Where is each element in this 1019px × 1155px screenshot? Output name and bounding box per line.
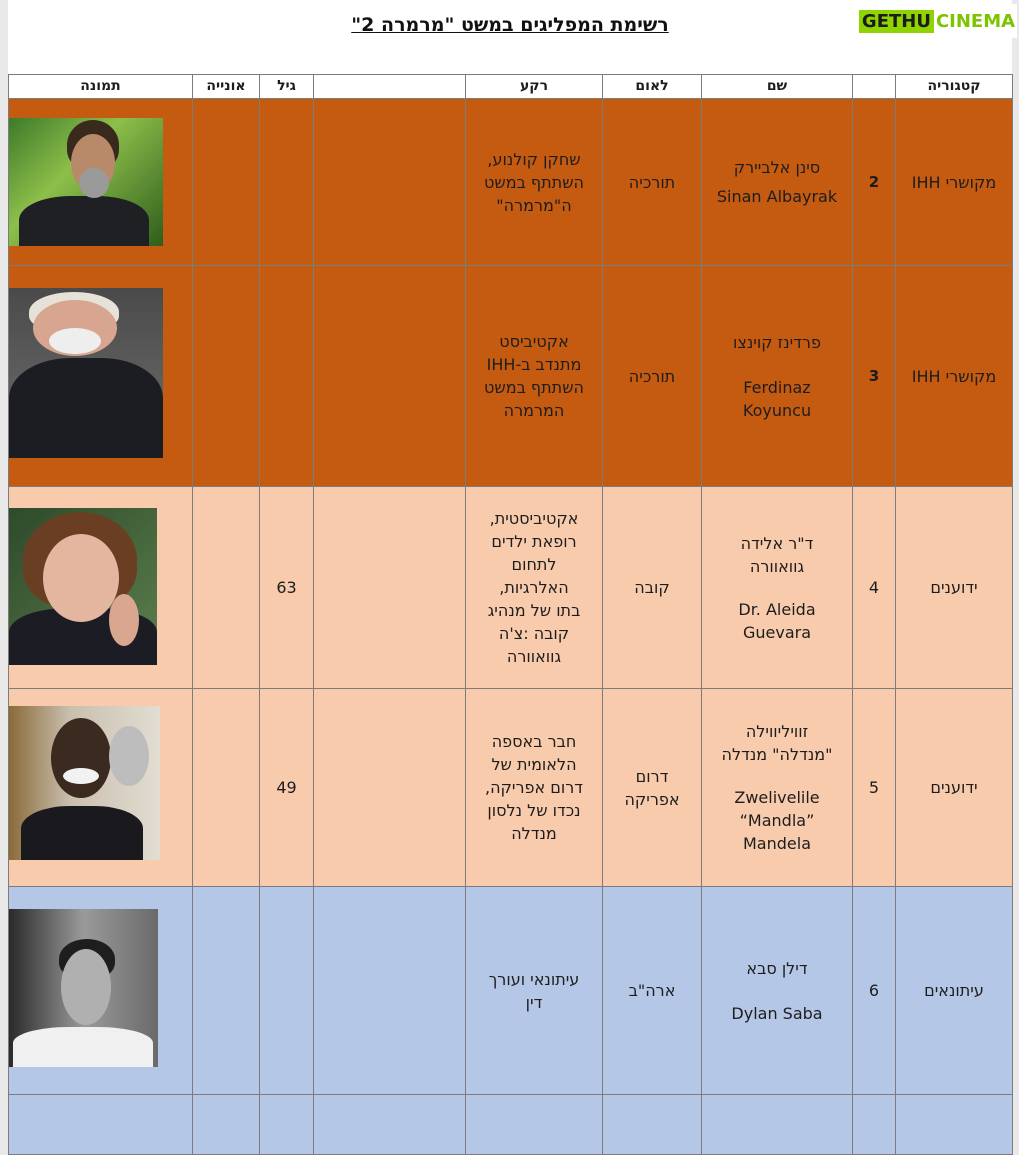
portrait-photo bbox=[9, 118, 163, 246]
background-line: גוואוורה bbox=[506, 647, 562, 666]
ship-cell bbox=[193, 887, 260, 1095]
ship-cell bbox=[193, 689, 260, 887]
empty-cell bbox=[314, 887, 466, 1095]
header-age: גיל bbox=[260, 75, 314, 99]
category-cell bbox=[896, 1095, 1013, 1155]
name-english-line: Guevara bbox=[742, 622, 812, 642]
background-line: מתנדב ב-IHH bbox=[486, 355, 582, 374]
background-line: שחקן קולנוע, bbox=[487, 149, 581, 169]
number-cell: 5 bbox=[853, 689, 896, 887]
nationality-cell: קובה bbox=[603, 487, 702, 689]
watermark-part-1: GETHU bbox=[859, 10, 934, 33]
nationality-cell: תורכיה bbox=[603, 266, 702, 487]
nationality-line: אפריקה bbox=[624, 789, 680, 809]
category-cell: מקושרי IHH bbox=[896, 266, 1013, 487]
name-cell bbox=[702, 487, 853, 689]
name-hebrew: דילן סבא bbox=[746, 958, 808, 978]
background-line: דרום אפריקה, bbox=[484, 778, 583, 797]
name-hebrew-line: "מנדלה" מנדלה bbox=[721, 745, 833, 764]
background-line: השתתף במשט bbox=[484, 172, 584, 192]
table-row bbox=[9, 689, 1013, 887]
name-cell bbox=[702, 689, 853, 887]
background-line: לתחום bbox=[511, 555, 557, 574]
empty-cell bbox=[314, 266, 466, 487]
name-english-line: Zwelivelile bbox=[734, 788, 820, 807]
ship-cell bbox=[193, 487, 260, 689]
nationality-cell bbox=[603, 1095, 702, 1155]
name-cell bbox=[702, 266, 853, 487]
background-cell bbox=[466, 99, 603, 266]
table-row bbox=[9, 266, 1013, 487]
number-cell: 4 bbox=[853, 487, 896, 689]
background-line: אקטיביסטית, bbox=[489, 509, 579, 528]
document-title: רשימת המפליגים במשט "מרמרה 2" bbox=[351, 14, 669, 36]
participants-table bbox=[8, 74, 1013, 1155]
number-cell bbox=[853, 1095, 896, 1155]
background-line: דין bbox=[525, 992, 543, 1012]
background-cell bbox=[466, 266, 603, 487]
nationality-cell bbox=[603, 689, 702, 887]
header-photo: תמונה bbox=[9, 75, 193, 99]
name-cell bbox=[702, 99, 853, 266]
header-row bbox=[9, 75, 1013, 99]
background-cell bbox=[466, 487, 603, 689]
background-line: רופאת ילדים bbox=[491, 532, 577, 551]
header-number bbox=[853, 75, 896, 99]
portrait-photo bbox=[9, 706, 160, 860]
photo-cell bbox=[9, 99, 193, 266]
name-cell bbox=[702, 1095, 853, 1155]
header-name: שם bbox=[702, 75, 853, 99]
photo-cell bbox=[9, 487, 193, 689]
background-line: האלרגיות, bbox=[499, 578, 569, 597]
ship-cell bbox=[193, 1095, 260, 1155]
background-line: בתו של מנהיג bbox=[487, 601, 581, 620]
name-hebrew-line: זוויליווילה bbox=[745, 722, 809, 741]
number-cell: 2 bbox=[853, 99, 896, 266]
background-line: ה"מרמרה" bbox=[496, 195, 572, 215]
portrait-photo bbox=[9, 909, 158, 1067]
background-line: חבר באספה bbox=[491, 732, 577, 751]
age-cell bbox=[260, 266, 314, 487]
name-english-line: Koyuncu bbox=[742, 400, 812, 420]
name-english-line: Mandela bbox=[743, 834, 811, 853]
category-cell: עיתונאים bbox=[896, 887, 1013, 1095]
name-english bbox=[708, 786, 846, 855]
name-hebrew-line: ד"ר אלידה bbox=[740, 533, 814, 553]
age-cell: 49 bbox=[260, 689, 314, 887]
table-row bbox=[9, 1095, 1013, 1155]
photo-cell bbox=[9, 1095, 193, 1155]
name-english bbox=[708, 376, 846, 422]
name-english: Dylan Saba bbox=[731, 1003, 823, 1023]
nationality-cell: ארה"ב bbox=[603, 887, 702, 1095]
background-line: עיתונאי ועורך bbox=[488, 969, 580, 989]
empty-cell bbox=[314, 1095, 466, 1155]
name-hebrew: פרדינז קוינצו bbox=[733, 332, 821, 352]
header-background: רקע bbox=[466, 75, 603, 99]
background-line: אקטיביסט bbox=[499, 332, 569, 351]
age-cell bbox=[260, 887, 314, 1095]
name-english-line: Dr. Aleida bbox=[738, 599, 816, 619]
nationality-line: דרום bbox=[635, 766, 669, 786]
background-cell bbox=[466, 887, 603, 1095]
background-line: הלאומית של bbox=[491, 755, 577, 774]
number-cell: 6 bbox=[853, 887, 896, 1095]
ship-cell bbox=[193, 266, 260, 487]
table-row bbox=[9, 487, 1013, 689]
nationality-cell: תורכיה bbox=[603, 99, 702, 266]
empty-cell bbox=[314, 99, 466, 266]
portrait-photo bbox=[9, 288, 163, 458]
photo-cell bbox=[9, 887, 193, 1095]
watermark-logo bbox=[861, 4, 1017, 38]
empty-cell bbox=[314, 487, 466, 689]
table-row bbox=[9, 99, 1013, 266]
number-cell: 3 bbox=[853, 266, 896, 487]
name-english-line: Ferdinaz bbox=[743, 377, 811, 397]
category-cell: ידוענים bbox=[896, 487, 1013, 689]
background-cell bbox=[466, 689, 603, 887]
name-english-line: “Mandla” bbox=[739, 811, 815, 830]
age-cell bbox=[260, 99, 314, 266]
name-english bbox=[708, 598, 846, 644]
name-cell bbox=[702, 887, 853, 1095]
header-category: קטגוריה bbox=[896, 75, 1013, 99]
photo-cell bbox=[9, 266, 193, 487]
table-row bbox=[9, 887, 1013, 1095]
header-nationality: לאום bbox=[603, 75, 702, 99]
age-cell bbox=[260, 1095, 314, 1155]
name-hebrew-line: גוואוורה bbox=[749, 556, 805, 576]
header-empty bbox=[314, 75, 466, 99]
category-cell: מקושרי IHH bbox=[896, 99, 1013, 266]
category-cell: ידוענים bbox=[896, 689, 1013, 887]
empty-cell bbox=[314, 689, 466, 887]
background-line: נכדו של נלסון bbox=[487, 801, 581, 820]
name-hebrew: סינן אלביירק bbox=[733, 158, 821, 177]
watermark-part-2: CINEMA bbox=[935, 10, 1016, 32]
background-line: השתתף במשט bbox=[484, 378, 584, 397]
ship-cell bbox=[193, 99, 260, 266]
background-line: קובה :צ'ה bbox=[498, 624, 570, 643]
age-cell: 63 bbox=[260, 487, 314, 689]
background-cell bbox=[466, 1095, 603, 1155]
portrait-photo bbox=[9, 508, 157, 665]
background-line: המרמרה bbox=[503, 401, 565, 420]
background-line: מנדלה bbox=[511, 824, 557, 843]
name-english: Sinan Albayrak bbox=[716, 187, 838, 206]
header-ship: אונייה bbox=[193, 75, 260, 99]
photo-cell bbox=[9, 689, 193, 887]
